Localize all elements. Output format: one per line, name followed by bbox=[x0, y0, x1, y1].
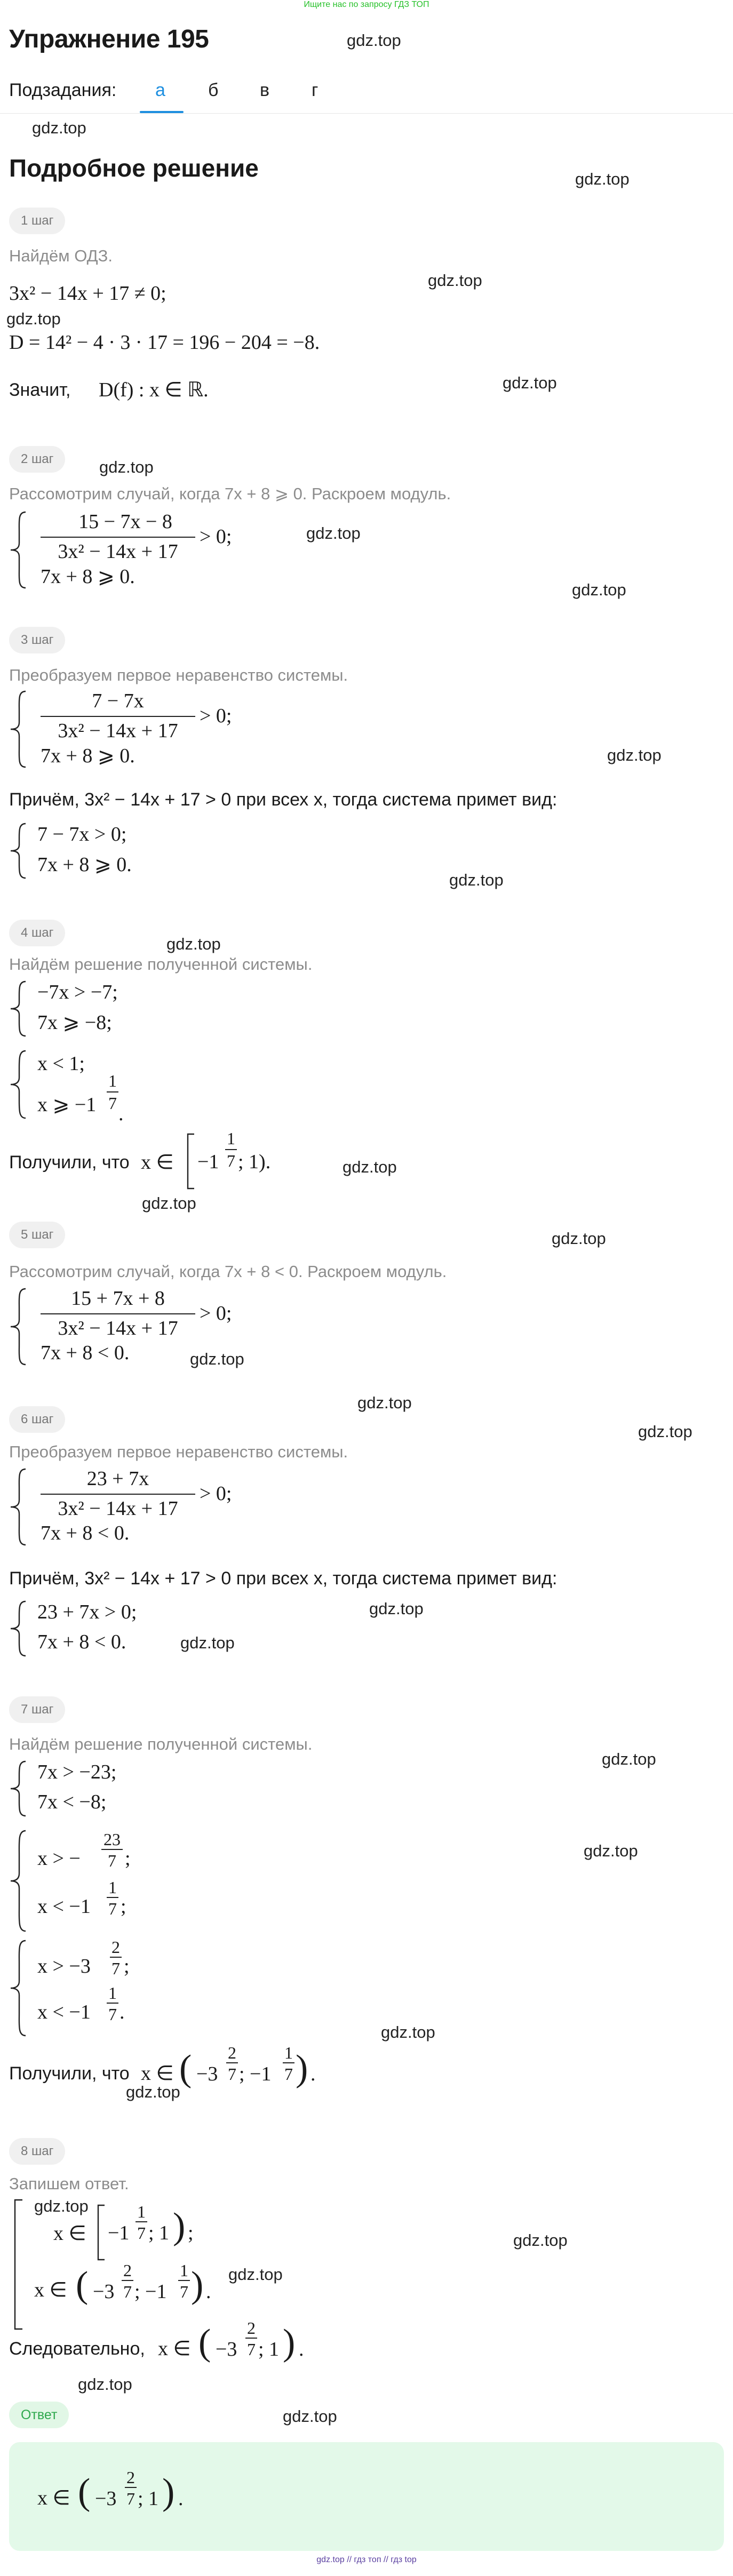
tab-g[interactable]: г bbox=[312, 80, 318, 100]
semicolon: ; bbox=[121, 1895, 126, 1918]
fraction-denominator: 7 bbox=[284, 2064, 293, 2084]
step-intro: Преобразуем первое неравенство системы. bbox=[9, 666, 348, 684]
watermark: gdz.top bbox=[166, 935, 221, 953]
step-badge: 2 шаг bbox=[9, 446, 65, 473]
fraction-numerator: 15 + 7x + 8 bbox=[71, 1287, 165, 1310]
step-intro: Преобразуем первое неравенство системы. bbox=[9, 1442, 348, 1461]
divider bbox=[0, 113, 733, 114]
tail: ; 1 bbox=[138, 2487, 159, 2510]
bracket bbox=[185, 1132, 196, 1191]
fraction-numerator: 15 − 7x − 8 bbox=[78, 511, 172, 533]
paren-open: ( bbox=[198, 2322, 211, 2363]
brace bbox=[7, 1939, 29, 2038]
paren-close: ) bbox=[283, 2322, 296, 2363]
watermark: gdz.top bbox=[306, 524, 361, 543]
watermark: gdz.top bbox=[99, 458, 154, 476]
fraction-bar bbox=[107, 1897, 118, 1898]
fraction-numerator: 1 bbox=[137, 2202, 146, 2221]
result-text: Получили, что bbox=[9, 2063, 130, 2084]
watermark: gdz.top bbox=[381, 2023, 435, 2041]
fraction-bar bbox=[41, 1494, 195, 1495]
bracket bbox=[95, 2203, 107, 2262]
brace bbox=[7, 979, 29, 1038]
fraction-numerator: 2 bbox=[123, 2261, 132, 2280]
math-line: x > −3 bbox=[37, 1955, 91, 1977]
brace bbox=[7, 1287, 29, 1367]
answer-math: x ∈ bbox=[37, 2487, 70, 2509]
watermark: gdz.top bbox=[428, 271, 482, 290]
step-intro: Рассомотрим случай, когда 7x + 8 < 0. Раскроем модуль. bbox=[9, 1262, 447, 1281]
period: . bbox=[118, 1103, 124, 1125]
fraction-bar bbox=[41, 537, 195, 538]
watermark: gdz.top bbox=[142, 1194, 196, 1213]
bracket bbox=[12, 2198, 25, 2331]
relation: > 0; bbox=[200, 525, 232, 548]
watermark: gdz.top bbox=[503, 373, 557, 392]
watermark: gdz.top bbox=[602, 1750, 656, 1768]
fraction-numerator: 23 + 7x bbox=[86, 1468, 149, 1490]
fraction-denominator: 7 bbox=[228, 2064, 236, 2084]
math-line: 7x + 8 < 0. bbox=[41, 1522, 130, 1544]
brace bbox=[7, 689, 29, 769]
minus-one: −1 bbox=[108, 2222, 130, 2244]
top-banner-link[interactable]: Ищите нас по запросу ГДЗ ТОП bbox=[304, 0, 429, 9]
math-line: ; 1). bbox=[238, 1151, 271, 1173]
watermark: gdz.top bbox=[572, 580, 626, 599]
math-line: 7x > −23; bbox=[37, 1761, 117, 1783]
step-badge: 8 шаг bbox=[9, 2138, 65, 2165]
relation: > 0; bbox=[200, 705, 232, 727]
page-title: Упражнение 195 bbox=[9, 25, 209, 53]
result-math: x ∈ bbox=[158, 2338, 191, 2360]
note-text: Причём, 3x² − 14x + 17 > 0 при всех x, тогда система примет вид: bbox=[9, 789, 557, 810]
step-badge: 7 шаг bbox=[9, 1696, 65, 1723]
fraction-bar bbox=[178, 2280, 190, 2281]
math-line: 7x ⩾ −8; bbox=[37, 1011, 112, 1034]
relation: > 0; bbox=[200, 1482, 232, 1505]
fraction-bar bbox=[41, 1313, 195, 1314]
minus-three: −3 bbox=[196, 2063, 218, 2085]
tail: ; 1 bbox=[148, 2222, 170, 2244]
minus-one: −1 bbox=[197, 1151, 219, 1173]
conclusion-text: Значит, bbox=[9, 380, 71, 400]
watermark: gdz.top bbox=[552, 1229, 606, 1248]
watermark: gdz.top bbox=[638, 1422, 692, 1441]
watermark: gdz.top bbox=[575, 170, 630, 188]
fraction-numerator: 1 bbox=[284, 2043, 293, 2062]
watermark: gdz.top bbox=[78, 2375, 132, 2394]
answer-badge: Ответ bbox=[9, 2402, 69, 2428]
brace bbox=[7, 822, 29, 880]
watermark: gdz.top bbox=[357, 1393, 412, 1412]
fraction-bar bbox=[245, 2338, 257, 2339]
fraction-denominator: 7 bbox=[137, 2223, 146, 2243]
math-line: x < −1 bbox=[37, 2001, 91, 2023]
answer-math: x ∈ bbox=[34, 2279, 67, 2301]
fraction-numerator: 1 bbox=[227, 1129, 235, 1148]
fraction-denominator: 3x² − 14x + 17 bbox=[58, 540, 178, 563]
tab-v[interactable]: в bbox=[260, 80, 270, 100]
semicolon: ; bbox=[124, 1955, 130, 1977]
tail: ; 1 bbox=[258, 2338, 280, 2360]
step-badge: 6 шаг bbox=[9, 1406, 65, 1433]
fraction-numerator: 2 bbox=[111, 1937, 120, 1957]
watermark: gdz.top bbox=[32, 118, 86, 137]
math-line: x > − bbox=[37, 1847, 81, 1870]
math-line: 7 − 7x > 0; bbox=[37, 823, 127, 846]
fraction-denominator: 7 bbox=[108, 1851, 116, 1870]
period: . bbox=[119, 2001, 125, 2023]
watermark: gdz.top bbox=[283, 2407, 337, 2426]
watermark: gdz.top bbox=[449, 871, 504, 889]
math-line: 7x + 8 ⩾ 0. bbox=[41, 565, 135, 588]
step-intro: Запишем ответ. bbox=[9, 2174, 129, 2193]
fraction-denominator: 7 bbox=[111, 1959, 120, 1978]
brace bbox=[7, 1829, 29, 1933]
fraction-denominator: 3x² − 14x + 17 bbox=[58, 720, 178, 742]
brace bbox=[7, 510, 29, 590]
fraction-bar bbox=[125, 2487, 137, 2488]
result-text: Получили, что bbox=[9, 1152, 130, 1173]
paren-open: ( bbox=[76, 2264, 89, 2306]
fraction-denominator: 7 bbox=[108, 1094, 117, 1113]
relation: > 0; bbox=[200, 1302, 232, 1325]
brace bbox=[7, 1467, 29, 1547]
fraction-denominator: 7 bbox=[227, 1151, 235, 1170]
math-line: 7x + 8 < 0. bbox=[37, 1631, 126, 1653]
minus-one: ; −1 bbox=[239, 2063, 272, 2085]
step-badge: 3 шаг bbox=[9, 627, 65, 653]
fraction-numerator: 2 bbox=[228, 2043, 236, 2062]
paren-close: ) bbox=[296, 2048, 308, 2089]
math-line: x < −1 bbox=[37, 1895, 91, 1918]
watermark: gdz.top bbox=[369, 1599, 424, 1618]
paren-close: ) bbox=[191, 2264, 204, 2306]
fraction-denominator: 3x² − 14x + 17 bbox=[58, 1497, 178, 1520]
fraction-bar bbox=[110, 1957, 122, 1958]
watermark: gdz.top bbox=[584, 1841, 638, 1860]
fraction-denominator: 7 bbox=[123, 2282, 132, 2301]
solution-heading: Подробное решение bbox=[9, 154, 259, 182]
result-math: x ∈ bbox=[141, 2062, 174, 2085]
period: . bbox=[178, 2487, 184, 2510]
fraction-numerator: 2 bbox=[247, 2318, 256, 2338]
minus-three: −3 bbox=[95, 2487, 117, 2510]
math-line: D = 14² − 4 · 3 · 17 = 196 − 204 = −8. bbox=[9, 331, 320, 354]
step-intro: Найдём решение полученной системы. bbox=[9, 1735, 313, 1753]
step-badge: 4 шаг bbox=[9, 920, 65, 946]
math-line: 7x + 8 ⩾ 0. bbox=[37, 854, 132, 876]
answer-math: x ∈ bbox=[53, 2222, 86, 2245]
minus-one: ; −1 bbox=[134, 2280, 167, 2303]
watermark: gdz.top bbox=[228, 2265, 283, 2284]
semicolon: ; bbox=[188, 2222, 194, 2244]
watermark: gdz.top bbox=[513, 2231, 568, 2250]
fraction-denominator: 7 bbox=[126, 2489, 135, 2508]
brace bbox=[7, 1049, 29, 1120]
footer-links[interactable]: gdz.top // гдз топ // гдз top bbox=[316, 2555, 417, 2564]
step-intro: Найдём решение полученной системы. bbox=[9, 955, 313, 974]
fraction-bar bbox=[122, 2280, 133, 2281]
fraction-numerator: 1 bbox=[108, 1983, 117, 2003]
math-line: 7x + 8 ⩾ 0. bbox=[41, 745, 135, 767]
brace bbox=[7, 1759, 29, 1818]
fraction-bar bbox=[41, 716, 195, 717]
step-badge: 5 шаг bbox=[9, 1222, 65, 1248]
fraction-numerator: 7 − 7x bbox=[92, 690, 144, 712]
minus-three: −3 bbox=[216, 2338, 237, 2360]
fraction-bar bbox=[101, 1849, 123, 1850]
watermark: gdz.top bbox=[190, 1350, 244, 1368]
step-badge: 1 шаг bbox=[9, 208, 65, 234]
tab-b[interactable]: б bbox=[208, 80, 219, 100]
fraction-bar bbox=[107, 2003, 118, 2004]
paren-close: ) bbox=[162, 2471, 175, 2513]
fraction-numerator: 1 bbox=[180, 2261, 188, 2280]
fraction-denominator: 7 bbox=[108, 1899, 117, 1918]
math-line: x < 1; bbox=[37, 1052, 85, 1075]
fraction-denominator: 7 bbox=[247, 2340, 256, 2359]
fraction-numerator: 1 bbox=[108, 1071, 117, 1090]
fraction-numerator: 1 bbox=[108, 1878, 117, 1897]
math-line: D(f) : x ∈ ℝ. bbox=[99, 379, 209, 401]
tab-a[interactable]: а bbox=[155, 80, 165, 100]
fraction-numerator: 23 bbox=[103, 1830, 121, 1849]
note-text: Причём, 3x² − 14x + 17 > 0 при всех x, тогда система примет вид: bbox=[9, 1568, 557, 1589]
fraction-bar bbox=[283, 2062, 294, 2063]
period: . bbox=[206, 2280, 211, 2303]
fraction-bar bbox=[136, 2221, 147, 2222]
math-line: 3x² − 14x + 17 ≠ 0; bbox=[9, 282, 166, 305]
fraction-denominator: 7 bbox=[108, 2005, 117, 2024]
watermark: gdz.top bbox=[180, 1633, 235, 1652]
math-line: 23 + 7x > 0; bbox=[37, 1601, 137, 1623]
fraction-bar bbox=[226, 2062, 238, 2063]
result-text: Следовательно, bbox=[9, 2339, 145, 2359]
paren-close: ) bbox=[173, 2206, 186, 2247]
fraction-bar bbox=[225, 1149, 237, 1150]
paren-open: ( bbox=[179, 2048, 192, 2089]
fraction-denominator: 3x² − 14x + 17 bbox=[58, 1317, 178, 1339]
math-line: x ∈ bbox=[141, 1151, 174, 1174]
math-line: x ⩾ −1 bbox=[37, 1094, 97, 1116]
fraction-bar bbox=[107, 1091, 118, 1092]
period: . bbox=[310, 2063, 316, 2085]
watermark: gdz.top bbox=[342, 1158, 397, 1176]
subtasks-label: Подзадания: bbox=[9, 80, 117, 100]
period: . bbox=[299, 2338, 304, 2360]
step-intro: Рассомотрим случай, когда 7x + 8 ⩾ 0. Раскроем модуль. bbox=[9, 484, 451, 503]
math-line: 7x < −8; bbox=[37, 1791, 107, 1813]
math-line: −7x > −7; bbox=[37, 981, 118, 1003]
watermark: gdz.top bbox=[34, 2197, 89, 2215]
watermark: gdz.top bbox=[347, 31, 401, 50]
fraction-numerator: 2 bbox=[126, 2468, 135, 2487]
semicolon: ; bbox=[125, 1847, 131, 1870]
watermark: gdz.top bbox=[6, 309, 61, 328]
step-intro: Найдём ОДЗ. bbox=[9, 246, 113, 265]
math-line: 7x + 8 < 0. bbox=[41, 1342, 130, 1364]
paren-open: ( bbox=[78, 2471, 91, 2513]
brace bbox=[7, 1599, 29, 1658]
minus-three: −3 bbox=[93, 2280, 115, 2303]
watermark: gdz.top bbox=[607, 746, 662, 764]
fraction-denominator: 7 bbox=[180, 2282, 188, 2301]
watermark: gdz.top bbox=[126, 2083, 180, 2101]
